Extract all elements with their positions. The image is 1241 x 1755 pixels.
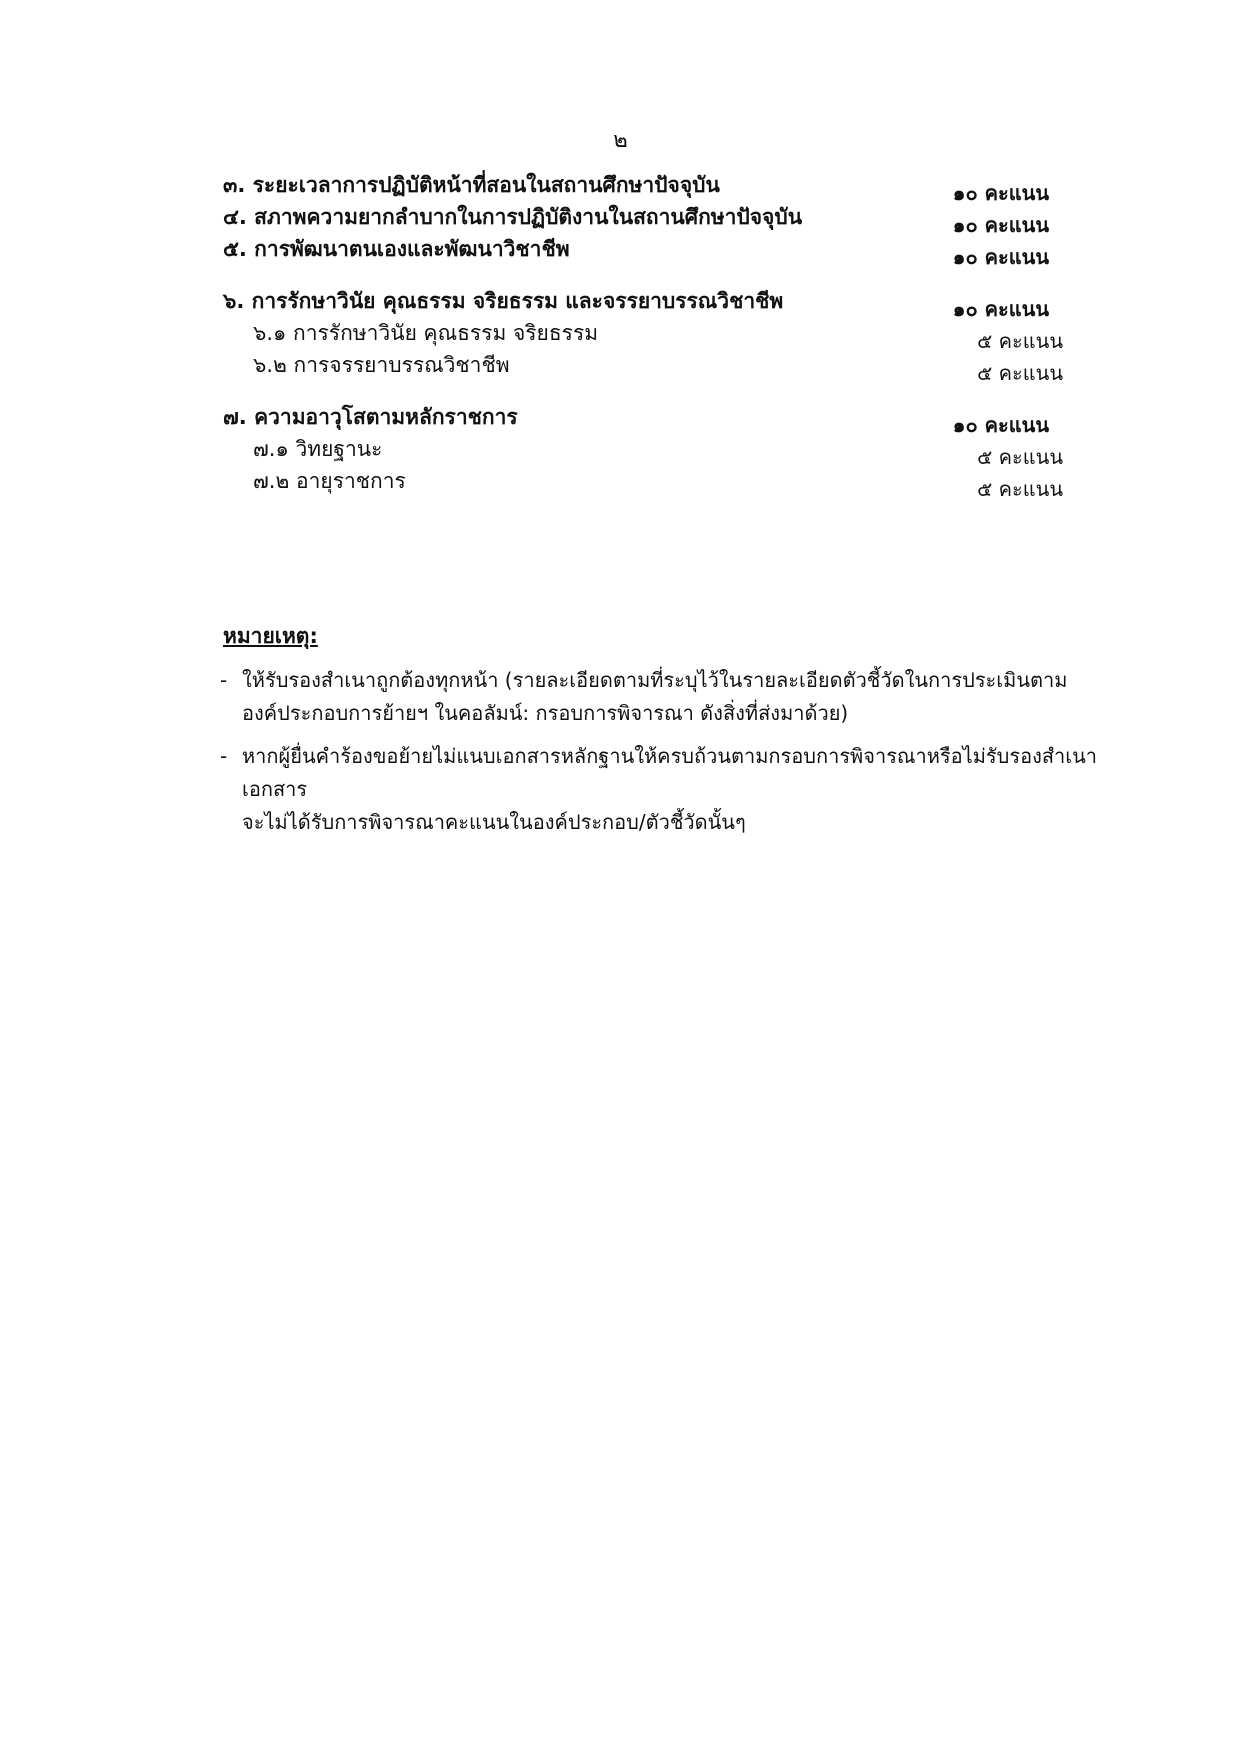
criterion-row-6-1 [223,316,1063,353]
note-bullet: - [220,668,228,692]
sub-criterion-label: ๗.๒ อายุราชการ [253,469,406,493]
criterion-row-6 [223,284,1063,321]
criterion-label: ๗. ความอาวุโสตามหลักราชการ [223,405,518,429]
criterion-row-6-2 [223,348,1063,385]
criterion-label: ๓. ระยะเวลาการปฏิบัติหน้าที่สอนในสถานศึกษาปัจจุบัน [223,173,720,197]
note-text-line-1: ให้รับรองสำเนาถูกต้องทุกหน้า (รายละเอียดตามที่ระบุไว้ในรายละเอียดตัวชี้วัดในการประเมินตาม [242,668,1068,692]
criterion-label: ๖. การรักษาวินัย คุณธรรม จริยธรรม และจรรยาบรรณวิชาชีพ [223,289,784,313]
criterion-score: ๑๐ คะแนน [952,245,1049,269]
criterion-row-5 [223,232,1063,269]
criterion-row-7-1 [223,432,1063,469]
note-bullet: - [220,744,228,768]
sub-criterion-label: ๖.๒ การจรรยาบรรณวิชาชีพ [253,353,510,377]
criterion-score: ๑๐ คะแนน [952,181,1049,205]
sub-criterion-score: ๕ คะแนน [977,445,1063,469]
criterion-score: ๑๐ คะแนน [952,413,1049,437]
criterion-label: ๔. สภาพความยากลำบากในการปฏิบัติงานในสถานศึกษาปัจจุบัน [223,205,803,229]
sub-criterion-label: ๖.๑ การรักษาวินัย คุณธรรม จริยธรรม [253,321,599,345]
criterion-row-7 [223,400,1063,437]
criterion-score: ๑๐ คะแนน [952,213,1049,237]
note-text-line-1: หากผู้ยื่นคำร้องขอย้ายไม่แนบเอกสารหลักฐานให้ครบถ้วนตามกรอบการพิจารณาหรือไม่รับรองสำเนาเอกสาร [242,744,1098,801]
note-text-line-2: องค์ประกอบการย้ายฯ ในคอลัมน์: กรอบการพิจารณา ดังสิ่งที่ส่งมาด้วย) [242,701,849,725]
criterion-label: ๕. การพัฒนาตนเองและพัฒนาวิชาชีพ [223,237,570,261]
sub-criterion-label: ๗.๑ วิทยฐานะ [253,437,383,461]
sub-criterion-score: ๕ คะแนน [977,477,1063,501]
note-item-2 [220,740,1100,839]
criterion-row-4 [223,200,1063,237]
sub-criterion-score: ๕ คะแนน [977,329,1063,353]
page-number: ๒ [613,128,628,153]
note-text-line-2: จะไม่ได้รับการพิจารณาคะแนนในองค์ประกอบ/ตัวชี้วัดนั้นๆ [242,810,746,834]
sub-criterion-score: ๕ คะแนน [977,361,1063,385]
notes-title: หมายเหตุ: [223,624,318,648]
criterion-score: ๑๐ คะแนน [952,297,1049,321]
criterion-row-3 [223,168,1063,205]
note-item-1 [220,664,1100,730]
criterion-row-7-2 [223,464,1063,501]
